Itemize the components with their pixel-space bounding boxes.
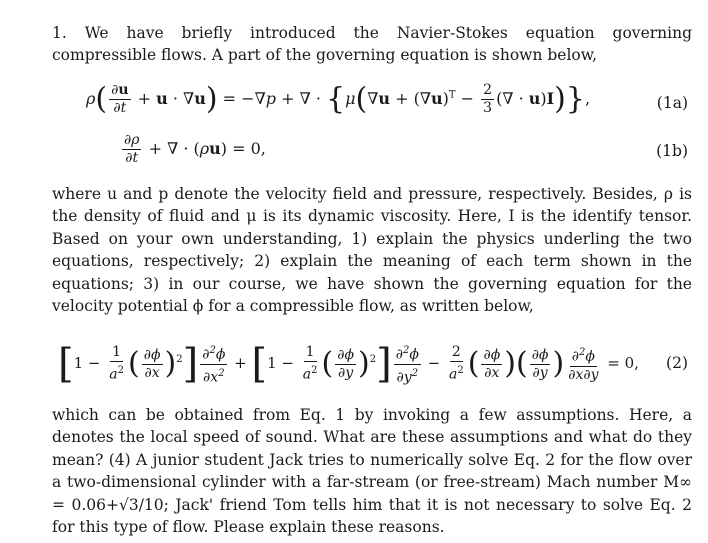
equation-1a xyxy=(0,78,708,128)
equation-1b-body: $\frac{\partial\rho}{\partial t}$ + ∇ · (ρu) = 0, xyxy=(124,132,266,166)
problem-intro: 1. We have briefly introduced the Navier-Stokes equation governing compressible flows. A part of the governing equation is shown below, xyxy=(52,24,692,65)
problem-questions: which can be obtained from Eq. 1 by invoking a few assumptions. Here, a denotes the local speed of sound. What are these assumptions and what do they mean? (4) A junior student Jack tries to numerically solve Eq. 2 for the flow over a two-dimensional cylinder with a far-stream (or free-stream) Mach number M∞ = 0.06+√3/10; Jack' friend Tom tells him that it is not necessary to solve Eq. 2 for this type of flow. Please explain these reasons. xyxy=(52,406,692,537)
equation-1b-number: (1b) xyxy=(656,142,688,160)
equation-2-rhs: = 0, xyxy=(607,354,639,373)
equation-1a-body: ρ( $\frac{\partial u}{\partial t}$ + u · ∇u) = −∇p + ∇ · {$\mu(\nabla u + (\nabla u)^T$ − $\frac{2}{3}$ (∇ · u)I)}, xyxy=(86,81,591,117)
equation-2-body: [1 − $\frac{1}{a^2}$ ( $\frac{\partial\phi}{\partial x}$ )$^2$] $\frac{\partial^2\phi}{\partial x^2}$ + [1 − $\frac{1}{a^2}$ ( $\frac{\partial\phi}{\partial y}$ )$^2$] $\frac{\partial^2\phi}{\partial y^2}$ − $\frac{2}{a^2}$ ( $\frac{\partial\phi}{\partial x}$ )( $\frac{\partial\phi}{\partial y}$ ) $\frac{\partial^2\phi}{\partial x\partial y}$ = 0, xyxy=(58,341,639,388)
equation-2 xyxy=(0,338,708,394)
equation-1b xyxy=(0,132,708,172)
problem-description: where u and p denote the velocity field and pressure, respectively. Besides, ρ is the density of fluid and μ is its dynamic viscosity. Here, I is the identify tensor. Based on your own understanding, 1) explain the physics underling the two equations, respectively; 2) explain the meaning of each term shown in the equations; 3) in our course, we have shown the governing equation for the velocity potential ϕ for a compressible flow, as written below, xyxy=(52,185,692,316)
equation-1a-number: (1a) xyxy=(656,94,688,112)
equation-2-number: (2) xyxy=(666,354,688,372)
